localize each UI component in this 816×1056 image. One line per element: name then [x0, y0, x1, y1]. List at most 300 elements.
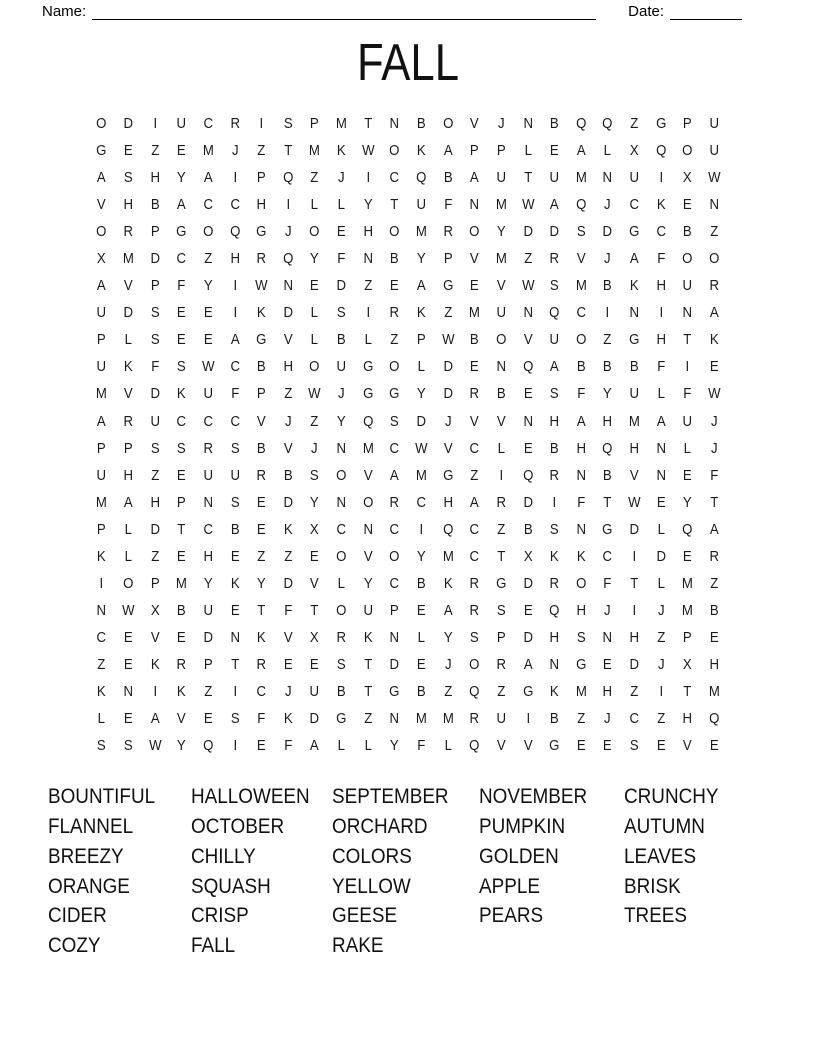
- grid-letter: C: [389, 574, 400, 592]
- grid-letter: U: [176, 115, 187, 133]
- grid-letter: L: [657, 385, 665, 403]
- grid-letter: Z: [310, 412, 319, 430]
- grid-letter: I: [366, 169, 370, 187]
- grid-letter: B: [416, 574, 426, 592]
- grid-letter: G: [442, 277, 454, 295]
- grid-letter: V: [470, 115, 480, 133]
- grid-letter: M: [415, 710, 427, 728]
- grid-letter: Q: [602, 115, 613, 133]
- grid-letter: U: [682, 412, 693, 430]
- grid-letter: Y: [363, 574, 373, 592]
- grid-letter: K: [656, 196, 666, 214]
- grid-letter: J: [338, 169, 345, 187]
- grid-letter: R: [496, 655, 507, 673]
- grid-letter: T: [497, 547, 506, 565]
- grid-letter: V: [630, 466, 639, 484]
- grid-letter: Z: [390, 331, 399, 349]
- grid-letter: Y: [336, 412, 346, 430]
- grid-letter: D: [283, 493, 293, 511]
- grid-letter: P: [443, 250, 453, 268]
- grid-letter: U: [496, 304, 507, 322]
- grid-letter: S: [123, 737, 133, 755]
- grid-letter: B: [496, 385, 506, 403]
- grid-letter: F: [417, 737, 426, 755]
- grid-letter: Q: [282, 169, 294, 187]
- grid-letter: K: [97, 547, 107, 565]
- grid-letter: E: [523, 601, 533, 619]
- grid-letter: W: [628, 493, 641, 511]
- grid-letter: G: [256, 223, 267, 241]
- grid-letter: M: [495, 250, 507, 268]
- grid-letter: V: [523, 737, 533, 755]
- grid-letter: E: [310, 547, 320, 565]
- grid-letter: M: [202, 142, 214, 160]
- grid-letter: Q: [469, 683, 480, 700]
- grid-letter: R: [443, 223, 453, 241]
- grid-letter: N: [336, 493, 347, 511]
- grid-letter: P: [310, 115, 320, 133]
- grid-letter: Q: [229, 223, 240, 241]
- grid-letter: D: [150, 250, 160, 268]
- grid-letter: R: [123, 223, 134, 241]
- grid-letter: Z: [577, 710, 586, 728]
- grid-letter: V: [150, 628, 160, 646]
- grid-letter: J: [657, 655, 665, 673]
- grid-letter: C: [203, 115, 213, 133]
- grid-letter: Y: [416, 547, 426, 565]
- grid-letter: L: [124, 520, 132, 538]
- grid-letter: C: [256, 683, 267, 700]
- name-date-header: [0, 0, 816, 20]
- grid-letter: W: [308, 385, 321, 403]
- grid-letter: K: [123, 358, 133, 376]
- grid-letter: G: [576, 655, 587, 673]
- grid-letter: Z: [470, 466, 479, 484]
- word-bank-word: FLANNEL: [48, 814, 134, 838]
- grid-letter: C: [203, 520, 213, 538]
- grid-letter: K: [576, 547, 586, 565]
- grid-letter: T: [364, 655, 373, 673]
- grid-letter: N: [96, 601, 107, 619]
- grid-letter: T: [630, 574, 639, 592]
- grid-letter: B: [336, 331, 346, 349]
- word-bank-word: GOLDEN: [479, 844, 559, 868]
- grid-letter: O: [389, 223, 400, 241]
- grid-letter: Y: [416, 385, 426, 403]
- grid-letter: V: [123, 277, 133, 295]
- grid-letter: Z: [364, 277, 373, 295]
- grid-letter: O: [576, 331, 587, 349]
- grid-letter: Z: [204, 683, 213, 700]
- grid-letter: F: [710, 466, 719, 484]
- grid-letter: O: [389, 358, 400, 376]
- grid-letter: F: [683, 385, 692, 403]
- word-bank-word: BRISK: [624, 874, 681, 898]
- grid-letter: E: [177, 304, 186, 322]
- grid-letter: W: [122, 601, 135, 619]
- grid-letter: C: [469, 547, 480, 565]
- grid-letter: V: [576, 250, 586, 268]
- grid-letter: J: [711, 439, 718, 457]
- word-bank-word: TREES: [624, 904, 688, 928]
- grid-letter: V: [470, 412, 480, 430]
- word-bank-word: CRISP: [191, 904, 249, 928]
- grid-letter: Y: [177, 169, 186, 187]
- grid-letter: I: [233, 304, 237, 322]
- word-bank-word: PUMPKIN: [479, 814, 566, 838]
- grid-letter: A: [177, 196, 186, 214]
- grid-letter: Y: [416, 250, 426, 268]
- grid-letter: V: [363, 547, 373, 565]
- word-bank-word: BOUNTIFUL: [48, 785, 156, 809]
- grid-letter: Q: [549, 304, 560, 322]
- grid-letter: U: [496, 169, 507, 187]
- grid-letter: E: [683, 547, 693, 565]
- grid-letter: J: [711, 412, 718, 430]
- grid-letter: K: [550, 547, 559, 565]
- letter-grid: [0, 110, 816, 759]
- grid-letter: E: [257, 737, 266, 755]
- grid-letter: T: [523, 169, 532, 187]
- grid-letter: O: [469, 655, 480, 673]
- grid-letter: R: [469, 574, 480, 592]
- grid-letter: F: [443, 196, 452, 214]
- grid-letter: V: [283, 628, 293, 646]
- grid-letter: A: [470, 169, 480, 187]
- grid-letter: R: [256, 250, 267, 268]
- grid-letter: Z: [364, 710, 373, 728]
- grid-letter: P: [683, 628, 693, 646]
- grid-letter: B: [683, 223, 693, 241]
- grid-letter: E: [390, 277, 400, 295]
- grid-letter: N: [389, 710, 400, 728]
- grid-letter: S: [177, 358, 186, 376]
- grid-letter: T: [603, 493, 612, 511]
- grid-letter: K: [283, 710, 293, 728]
- grid-letter: B: [177, 601, 186, 619]
- grid-letter: A: [150, 710, 160, 728]
- grid-letter: K: [150, 655, 160, 673]
- grid-letter: O: [336, 601, 347, 619]
- grid-letter: C: [389, 520, 400, 538]
- grid-letter: A: [97, 412, 107, 430]
- word-bank-word: COZY: [48, 934, 101, 958]
- grid-letter: Y: [203, 574, 213, 592]
- grid-letter: Z: [630, 115, 639, 133]
- grid-letter: O: [709, 250, 720, 268]
- grid-letter: N: [549, 655, 560, 673]
- grid-letter: O: [123, 574, 134, 592]
- grid-letter: B: [550, 439, 559, 457]
- grid-letter: L: [97, 710, 106, 728]
- grid-letter: C: [230, 196, 240, 214]
- grid-letter: O: [389, 142, 400, 160]
- grid-letter: J: [284, 223, 292, 241]
- grid-letter: U: [416, 196, 427, 214]
- grid-letter: U: [363, 601, 373, 619]
- grid-letter: M: [96, 385, 108, 403]
- grid-letter: M: [415, 223, 427, 241]
- grid-letter: V: [496, 737, 506, 755]
- grid-letter: N: [576, 466, 586, 484]
- grid-letter: M: [708, 683, 720, 700]
- grid-letter: Z: [257, 547, 266, 565]
- grid-letter: E: [203, 710, 213, 728]
- grid-letter: D: [150, 385, 160, 403]
- grid-letter: G: [496, 574, 507, 592]
- grid-letter: Q: [203, 737, 214, 755]
- grid-letter: N: [496, 358, 507, 376]
- grid-letter: B: [470, 331, 480, 349]
- grid-letter: D: [443, 358, 453, 376]
- word-bank-word: BREEZY: [48, 844, 124, 868]
- grid-letter: I: [419, 520, 424, 538]
- grid-letter: Q: [282, 250, 294, 268]
- grid-letter: J: [338, 385, 345, 403]
- word-bank: [48, 782, 816, 961]
- grid-letter: S: [177, 439, 186, 457]
- word-bank-column: [48, 782, 191, 961]
- grid-letter: F: [337, 250, 346, 268]
- grid-letter: B: [416, 115, 426, 133]
- grid-letter: E: [177, 331, 186, 349]
- grid-letter: E: [550, 142, 559, 160]
- grid-letter: F: [577, 385, 586, 403]
- grid-letter: Z: [603, 331, 612, 349]
- grid-letter: B: [257, 439, 266, 457]
- grid-letter: I: [286, 196, 290, 214]
- grid-letter: V: [443, 439, 453, 457]
- grid-letter: E: [656, 493, 666, 511]
- grid-letter: U: [150, 412, 160, 430]
- grid-letter: O: [682, 142, 693, 160]
- grid-letter: D: [523, 574, 533, 592]
- grid-letter: I: [233, 277, 237, 295]
- grid-letter: M: [96, 493, 108, 511]
- grid-letter: K: [336, 142, 346, 160]
- grid-letter: T: [364, 115, 373, 133]
- grid-letter: L: [311, 331, 319, 349]
- grid-letter: J: [444, 412, 452, 430]
- grid-letter: T: [310, 601, 319, 619]
- word-bank-column: [332, 782, 479, 961]
- grid-letter: H: [709, 655, 720, 673]
- grid-letter: H: [283, 358, 293, 376]
- word-bank-word: AUTUMN: [624, 814, 705, 838]
- grid-letter: A: [576, 412, 586, 430]
- grid-letter: T: [284, 142, 293, 160]
- grid-letter: V: [363, 466, 373, 484]
- word-bank-word: PEARS: [479, 904, 544, 928]
- grid-letter: B: [603, 466, 613, 484]
- grid-letter: A: [576, 142, 586, 160]
- grid-letter: O: [362, 493, 374, 511]
- grid-letter: P: [97, 520, 107, 538]
- grid-letter: R: [549, 574, 560, 592]
- grid-letter: E: [123, 142, 133, 160]
- grid-letter: A: [443, 601, 453, 619]
- grid-letter: H: [443, 493, 453, 511]
- grid-letter: F: [284, 737, 293, 755]
- grid-letter: S: [576, 223, 586, 241]
- grid-letter: X: [97, 250, 107, 268]
- grid-letter: B: [630, 358, 639, 376]
- grid-letter: Z: [710, 574, 719, 592]
- grid-letter: V: [97, 196, 107, 214]
- grid-letter: U: [549, 331, 560, 349]
- grid-letter: C: [389, 169, 400, 187]
- grid-letter: U: [96, 358, 107, 376]
- grid-letter: S: [336, 655, 346, 673]
- grid-letter: H: [203, 547, 213, 565]
- grid-letter: Z: [204, 250, 213, 268]
- grid-letter: N: [283, 277, 293, 295]
- grid-letter: B: [550, 115, 559, 133]
- grid-letter: A: [310, 737, 320, 755]
- grid-letter: U: [230, 466, 240, 484]
- grid-letter: D: [629, 655, 640, 673]
- grid-letter: N: [709, 196, 720, 214]
- grid-letter: W: [441, 331, 455, 349]
- grid-letter: A: [550, 196, 559, 214]
- grid-letter: J: [604, 250, 612, 268]
- grid-letter: B: [523, 520, 533, 538]
- grid-letter: H: [256, 196, 267, 214]
- grid-letter: N: [203, 493, 213, 511]
- grid-letter: O: [469, 223, 480, 241]
- grid-letter: J: [604, 196, 612, 214]
- grid-letter: K: [283, 520, 293, 538]
- grid-letter: Q: [442, 520, 454, 538]
- grid-letter: I: [659, 169, 663, 187]
- grid-letter: Z: [657, 710, 666, 728]
- grid-letter: L: [524, 142, 532, 160]
- grid-letter: O: [309, 223, 320, 241]
- grid-letter: H: [230, 250, 240, 268]
- grid-letter: I: [552, 493, 557, 511]
- grid-letter: P: [390, 601, 400, 619]
- grid-letter: L: [417, 358, 425, 376]
- grid-letter: G: [336, 710, 347, 728]
- grid-letter: M: [335, 115, 347, 133]
- grid-letter: Y: [310, 250, 320, 268]
- grid-letter: F: [657, 358, 666, 376]
- grid-letter: L: [657, 520, 665, 538]
- grid-letter: A: [230, 331, 240, 349]
- grid-letter: P: [177, 493, 186, 511]
- grid-letter: H: [629, 439, 640, 457]
- grid-letter: N: [469, 196, 480, 214]
- grid-letter: D: [150, 520, 160, 538]
- grid-letter: H: [682, 710, 693, 728]
- word-bank-word: FALL: [191, 934, 236, 958]
- grid-letter: V: [257, 412, 266, 430]
- grid-letter: S: [550, 277, 559, 295]
- grid-letter: G: [629, 223, 640, 241]
- grid-letter: E: [576, 737, 586, 755]
- grid-letter: Y: [683, 493, 693, 511]
- grid-letter: D: [309, 710, 320, 728]
- grid-letter: N: [523, 412, 533, 430]
- grid-letter: A: [709, 304, 719, 322]
- grid-letter: S: [630, 737, 639, 755]
- grid-letter: H: [150, 169, 160, 187]
- grid-letter: A: [97, 169, 107, 187]
- grid-letter: D: [389, 655, 400, 673]
- grid-letter: L: [657, 574, 665, 592]
- grid-letter: E: [709, 628, 719, 646]
- grid-letter: H: [576, 601, 586, 619]
- grid-letter: P: [416, 331, 426, 349]
- grid-letter: F: [603, 574, 612, 592]
- grid-letter: M: [469, 304, 481, 322]
- grid-letter: L: [124, 547, 132, 565]
- grid-letter: A: [630, 250, 639, 268]
- grid-letter: A: [470, 493, 480, 511]
- grid-letter: L: [497, 439, 505, 457]
- grid-letter: V: [283, 439, 293, 457]
- grid-letter: Z: [657, 628, 666, 646]
- word-bank-word: ORANGE: [48, 874, 130, 898]
- grid-letter: R: [469, 710, 480, 728]
- grid-letter: J: [604, 710, 612, 728]
- grid-letter: Q: [602, 439, 613, 457]
- grid-letter: E: [603, 737, 613, 755]
- grid-letter: F: [657, 250, 666, 268]
- grid-letter: B: [390, 250, 400, 268]
- grid-letter: C: [629, 196, 640, 214]
- grid-letter: N: [656, 439, 666, 457]
- grid-letter: R: [469, 601, 480, 619]
- grid-letter: X: [683, 655, 693, 673]
- grid-letter: I: [233, 683, 237, 700]
- grid-letter: S: [230, 710, 240, 728]
- grid-letter: N: [523, 304, 533, 322]
- grid-letter: K: [363, 628, 373, 646]
- grid-letter: E: [709, 737, 719, 755]
- grid-letter: O: [96, 115, 107, 133]
- grid-letter: F: [230, 385, 239, 403]
- grid-letter: B: [576, 358, 586, 376]
- grid-letter: T: [683, 683, 692, 700]
- grid-letter: O: [336, 466, 347, 484]
- grid-letter: W: [361, 142, 375, 160]
- grid-letter: H: [656, 277, 666, 295]
- grid-letter: U: [709, 142, 720, 160]
- grid-letter: R: [256, 655, 267, 673]
- grid-letter: E: [310, 277, 320, 295]
- grid-letter: H: [603, 683, 613, 700]
- grid-letter: F: [577, 493, 586, 511]
- grid-letter: O: [682, 250, 693, 268]
- grid-letter: L: [311, 304, 319, 322]
- grid-letter: S: [150, 304, 160, 322]
- grid-letter: H: [123, 466, 134, 484]
- grid-letter: E: [416, 655, 426, 673]
- grid-letter: D: [336, 277, 347, 295]
- grid-letter: Q: [576, 196, 587, 214]
- grid-letter: Q: [709, 710, 720, 728]
- grid-letter: N: [389, 115, 400, 133]
- word-bank-word: SEPTEMBER: [332, 785, 449, 809]
- grid-letter: E: [656, 737, 666, 755]
- grid-letter: S: [550, 385, 559, 403]
- grid-letter: A: [709, 520, 719, 538]
- grid-letter: Z: [97, 655, 106, 673]
- grid-letter: N: [603, 628, 613, 646]
- grid-letter: H: [549, 628, 560, 646]
- grid-letter: X: [310, 628, 320, 646]
